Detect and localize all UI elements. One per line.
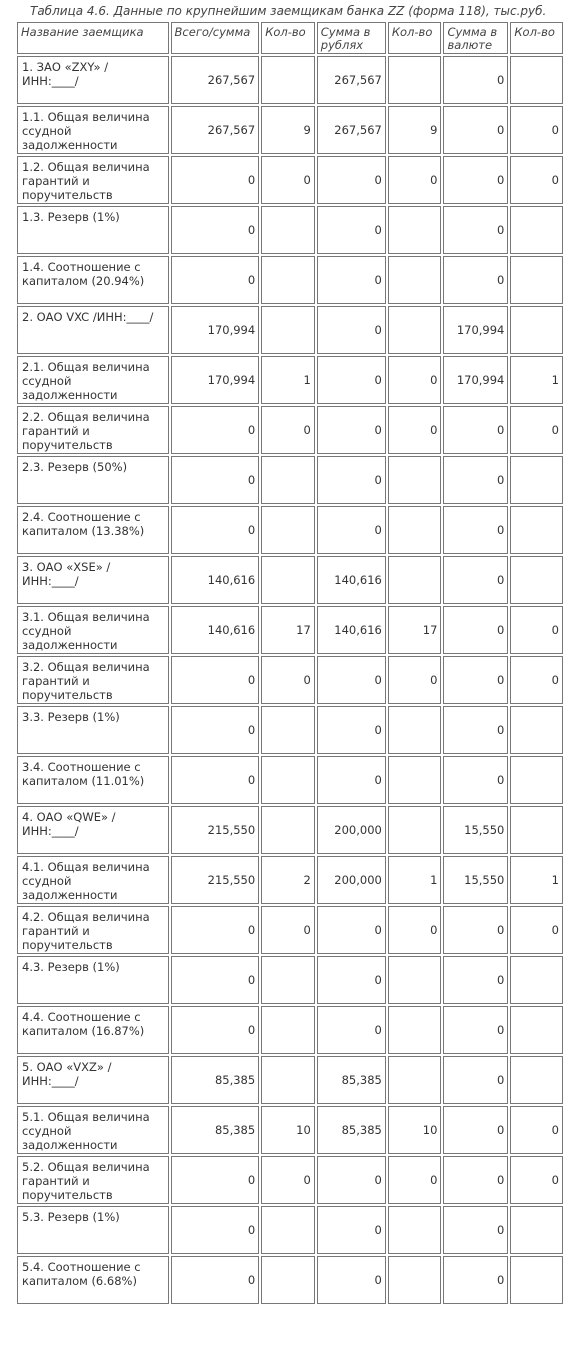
table-row (17, 1206, 563, 1254)
count-total-cell: 0 (261, 1156, 315, 1204)
total-sum-cell: 0 (171, 1006, 260, 1054)
count-total-cell (261, 956, 315, 1004)
count-total-cell (261, 1006, 315, 1054)
sum-currency-cell: 0 (443, 1056, 508, 1104)
total-sum-cell: 0 (171, 956, 260, 1004)
count-currency-cell: 0 (510, 106, 563, 154)
sum-currency-cell: 0 (443, 406, 508, 454)
sum-currency-cell: 0 (443, 656, 508, 704)
count-total-cell (261, 506, 315, 554)
total-sum-cell: 0 (171, 1206, 260, 1254)
sum-rubles-cell: 0 (317, 156, 386, 204)
sum-rubles-cell: 0 (317, 656, 386, 704)
sum-currency-cell: 170,994 (443, 306, 508, 354)
table-row (17, 556, 563, 604)
table-row (17, 1006, 563, 1054)
total-sum-cell: 140,616 (171, 606, 260, 654)
count-total-cell (261, 456, 315, 504)
col-header-borrower-name: Название заемщика (17, 22, 169, 54)
sum-currency-cell: 15,550 (443, 806, 508, 854)
sum-rubles-cell: 85,385 (317, 1056, 386, 1104)
total-sum-cell: 0 (171, 1156, 260, 1204)
table-row (17, 1156, 563, 1204)
borrower-name-cell: 1.1. Общая величина ссудной задолженности (17, 106, 169, 154)
count-total-cell (261, 806, 315, 854)
sum-rubles-cell: 0 (317, 756, 386, 804)
table-row (17, 106, 563, 154)
count-rubles-cell (388, 1206, 442, 1254)
count-currency-cell (510, 1206, 563, 1254)
table-row (17, 156, 563, 204)
count-currency-cell (510, 1256, 563, 1304)
count-currency-cell (510, 806, 563, 854)
count-currency-cell (510, 956, 563, 1004)
count-rubles-cell: 0 (388, 1156, 442, 1204)
total-sum-cell: 0 (171, 256, 260, 304)
sum-rubles-cell: 0 (317, 456, 386, 504)
count-total-cell (261, 56, 315, 104)
sum-currency-cell: 0 (443, 606, 508, 654)
total-sum-cell: 85,385 (171, 1106, 260, 1154)
sum-currency-cell: 0 (443, 1206, 508, 1254)
count-currency-cell (510, 756, 563, 804)
count-rubles-cell (388, 206, 442, 254)
table-caption: Таблица 4.6. Данные по крупнейшим заемщикам банка ZZ (форма 118), тыс.руб. (30, 4, 547, 18)
count-rubles-cell: 0 (388, 906, 442, 954)
table-row (17, 256, 563, 304)
count-rubles-cell: 10 (388, 1106, 442, 1154)
sum-rubles-cell: 0 (317, 906, 386, 954)
total-sum-cell: 170,994 (171, 356, 260, 404)
count-currency-cell: 1 (510, 856, 563, 904)
table-row (17, 206, 563, 254)
sum-rubles-cell: 140,616 (317, 556, 386, 604)
table-row (17, 406, 563, 454)
col-header-sum-rubles: Сумма в рублях (317, 22, 386, 54)
sum-currency-cell: 0 (443, 706, 508, 754)
count-rubles-cell: 1 (388, 856, 442, 904)
borrower-name-cell: 2.3. Резерв (50%) (17, 456, 169, 504)
borrower-name-cell: 5.2. Общая величина гарантий и поручительств (17, 1156, 169, 1204)
sum-currency-cell: 0 (443, 956, 508, 1004)
borrower-name-cell: 1.3. Резерв (1%) (17, 206, 169, 254)
count-total-cell: 0 (261, 906, 315, 954)
count-currency-cell: 0 (510, 606, 563, 654)
count-currency-cell (510, 1006, 563, 1054)
count-currency-cell (510, 556, 563, 604)
total-sum-cell: 170,994 (171, 306, 260, 354)
total-sum-cell: 0 (171, 456, 260, 504)
sum-rubles-cell: 0 (317, 706, 386, 754)
col-header-count-currency: Кол-во (510, 22, 563, 54)
total-sum-cell: 215,550 (171, 806, 260, 854)
sum-rubles-cell: 0 (317, 256, 386, 304)
table-row (17, 656, 563, 704)
count-rubles-cell (388, 1006, 442, 1054)
borrower-name-cell: 3.1. Общая величина ссудной задолженности (17, 606, 169, 654)
sum-rubles-cell: 0 (317, 1156, 386, 1204)
count-rubles-cell (388, 306, 442, 354)
table-row (17, 456, 563, 504)
sum-rubles-cell: 200,000 (317, 806, 386, 854)
table-row (17, 56, 563, 104)
total-sum-cell: 215,550 (171, 856, 260, 904)
sum-rubles-cell: 267,567 (317, 106, 386, 154)
count-total-cell: 17 (261, 606, 315, 654)
table-row (17, 356, 563, 404)
col-header-sum-currency: Сумма в валюте (443, 22, 508, 54)
total-sum-cell: 140,616 (171, 556, 260, 604)
borrower-name-cell: 2.1. Общая величина ссудной задолженности (17, 356, 169, 404)
table-row (17, 1056, 563, 1104)
borrower-name-cell: 3.3. Резерв (1%) (17, 706, 169, 754)
sum-rubles-cell: 0 (317, 206, 386, 254)
count-currency-cell: 0 (510, 656, 563, 704)
table-row (17, 806, 563, 854)
sum-rubles-cell: 0 (317, 306, 386, 354)
borrower-name-cell: 3.4. Соотношение с капиталом (11.01%) (17, 756, 169, 804)
borrower-name-cell: 2.4. Соотношение с капиталом (13.38%) (17, 506, 169, 554)
count-total-cell (261, 1206, 315, 1254)
count-currency-cell (510, 56, 563, 104)
count-total-cell: 0 (261, 156, 315, 204)
sum-rubles-cell: 0 (317, 1256, 386, 1304)
table-row (17, 756, 563, 804)
total-sum-cell: 267,567 (171, 56, 260, 104)
table-row (17, 306, 563, 354)
total-sum-cell: 0 (171, 506, 260, 554)
sum-rubles-cell: 200,000 (317, 856, 386, 904)
borrower-name-cell: 1. ЗАО «ZXY» /ИНН:____/ (17, 56, 169, 104)
count-rubles-cell: 0 (388, 656, 442, 704)
sum-currency-cell: 0 (443, 1156, 508, 1204)
borrower-name-cell: 3. ОАО «XSE» /ИНН:____/ (17, 556, 169, 604)
count-currency-cell (510, 1056, 563, 1104)
count-rubles-cell: 0 (388, 406, 442, 454)
sum-currency-cell: 0 (443, 156, 508, 204)
count-currency-cell: 0 (510, 906, 563, 954)
borrower-name-cell: 5.3. Резерв (1%) (17, 1206, 169, 1254)
count-rubles-cell (388, 456, 442, 504)
count-currency-cell (510, 256, 563, 304)
total-sum-cell: 0 (171, 206, 260, 254)
sum-rubles-cell: 140,616 (317, 606, 386, 654)
table-row (17, 506, 563, 554)
table-row (17, 956, 563, 1004)
borrower-name-cell: 4.3. Резерв (1%) (17, 956, 169, 1004)
count-currency-cell (510, 456, 563, 504)
count-rubles-cell (388, 756, 442, 804)
count-total-cell (261, 1256, 315, 1304)
count-rubles-cell (388, 506, 442, 554)
count-rubles-cell (388, 706, 442, 754)
sum-currency-cell: 0 (443, 1006, 508, 1054)
count-total-cell: 2 (261, 856, 315, 904)
sum-currency-cell: 0 (443, 1256, 508, 1304)
sum-rubles-cell: 267,567 (317, 56, 386, 104)
count-rubles-cell (388, 956, 442, 1004)
count-rubles-cell (388, 556, 442, 604)
borrower-name-cell: 1.2. Общая величина гарантий и поручительств (17, 156, 169, 204)
borrower-name-cell: 2.2. Общая величина гарантий и поручительств (17, 406, 169, 454)
sum-currency-cell: 170,994 (443, 356, 508, 404)
count-rubles-cell: 17 (388, 606, 442, 654)
total-sum-cell: 0 (171, 906, 260, 954)
count-rubles-cell (388, 1256, 442, 1304)
sum-currency-cell: 0 (443, 456, 508, 504)
sum-rubles-cell: 0 (317, 356, 386, 404)
sum-currency-cell: 0 (443, 256, 508, 304)
sum-currency-cell: 0 (443, 906, 508, 954)
total-sum-cell: 0 (171, 706, 260, 754)
sum-rubles-cell: 0 (317, 1006, 386, 1054)
total-sum-cell: 0 (171, 756, 260, 804)
count-rubles-cell (388, 1056, 442, 1104)
sum-rubles-cell: 0 (317, 956, 386, 1004)
count-total-cell (261, 256, 315, 304)
col-header-total-sum: Всего/сумма (171, 22, 260, 54)
count-total-cell (261, 306, 315, 354)
count-currency-cell (510, 206, 563, 254)
count-currency-cell (510, 306, 563, 354)
count-currency-cell (510, 706, 563, 754)
count-total-cell (261, 756, 315, 804)
count-rubles-cell: 9 (388, 106, 442, 154)
count-total-cell: 0 (261, 656, 315, 704)
count-currency-cell: 0 (510, 406, 563, 454)
sum-rubles-cell: 0 (317, 406, 386, 454)
sum-currency-cell: 0 (443, 506, 508, 554)
sum-currency-cell: 0 (443, 556, 508, 604)
borrower-name-cell: 4. ОАО «QWE» /ИНН:____/ (17, 806, 169, 854)
count-total-cell: 9 (261, 106, 315, 154)
count-total-cell (261, 556, 315, 604)
count-total-cell: 0 (261, 406, 315, 454)
borrower-name-cell: 5.4. Соотношение с капиталом (6.68%) (17, 1256, 169, 1304)
total-sum-cell: 0 (171, 656, 260, 704)
sum-currency-cell: 0 (443, 106, 508, 154)
col-header-count-rubles: Кол-во (388, 22, 442, 54)
borrower-name-cell: 2. ОАО VXC /ИНН:____/ (17, 306, 169, 354)
table-row (17, 1256, 563, 1304)
sum-rubles-cell: 85,385 (317, 1106, 386, 1154)
count-currency-cell: 1 (510, 356, 563, 404)
borrower-name-cell: 3.2. Общая величина гарантий и поручительств (17, 656, 169, 704)
count-total-cell: 1 (261, 356, 315, 404)
borrower-name-cell: 5. ОАО «VXZ» /ИНН:____/ (17, 1056, 169, 1104)
total-sum-cell: 85,385 (171, 1056, 260, 1104)
table-row (17, 856, 563, 904)
count-total-cell (261, 706, 315, 754)
total-sum-cell: 0 (171, 1256, 260, 1304)
table-body (17, 56, 563, 1304)
table-row (17, 606, 563, 654)
sum-rubles-cell: 0 (317, 1206, 386, 1254)
count-currency-cell: 0 (510, 1106, 563, 1154)
sum-currency-cell: 0 (443, 206, 508, 254)
count-rubles-cell (388, 806, 442, 854)
count-rubles-cell (388, 56, 442, 104)
count-rubles-cell: 0 (388, 156, 442, 204)
total-sum-cell: 267,567 (171, 106, 260, 154)
total-sum-cell: 0 (171, 156, 260, 204)
count-currency-cell: 0 (510, 1156, 563, 1204)
total-sum-cell: 0 (171, 406, 260, 454)
table-row (17, 1106, 563, 1154)
sum-currency-cell: 15,550 (443, 856, 508, 904)
borrower-name-cell: 4.1. Общая величина ссудной задолженности (17, 856, 169, 904)
col-header-count-total: Кол-во (261, 22, 315, 54)
sum-currency-cell: 0 (443, 56, 508, 104)
count-total-cell (261, 206, 315, 254)
count-rubles-cell: 0 (388, 356, 442, 404)
sum-currency-cell: 0 (443, 756, 508, 804)
count-total-cell: 10 (261, 1106, 315, 1154)
count-currency-cell (510, 506, 563, 554)
borrower-name-cell: 4.4. Соотношение с капиталом (16.87%) (17, 1006, 169, 1054)
sum-currency-cell: 0 (443, 1106, 508, 1154)
borrower-name-cell: 5.1. Общая величина ссудной задолженности (17, 1106, 169, 1154)
borrower-name-cell: 4.2. Общая величина гарантий и поручительств (17, 906, 169, 954)
count-rubles-cell (388, 256, 442, 304)
borrower-name-cell: 1.4. Соотношение с капиталом (20.94%) (17, 256, 169, 304)
table-row (17, 906, 563, 954)
header-row (17, 22, 563, 54)
borrowers-table (15, 20, 565, 1306)
count-total-cell (261, 1056, 315, 1104)
sum-rubles-cell: 0 (317, 506, 386, 554)
count-currency-cell: 0 (510, 156, 563, 204)
table-row (17, 706, 563, 754)
